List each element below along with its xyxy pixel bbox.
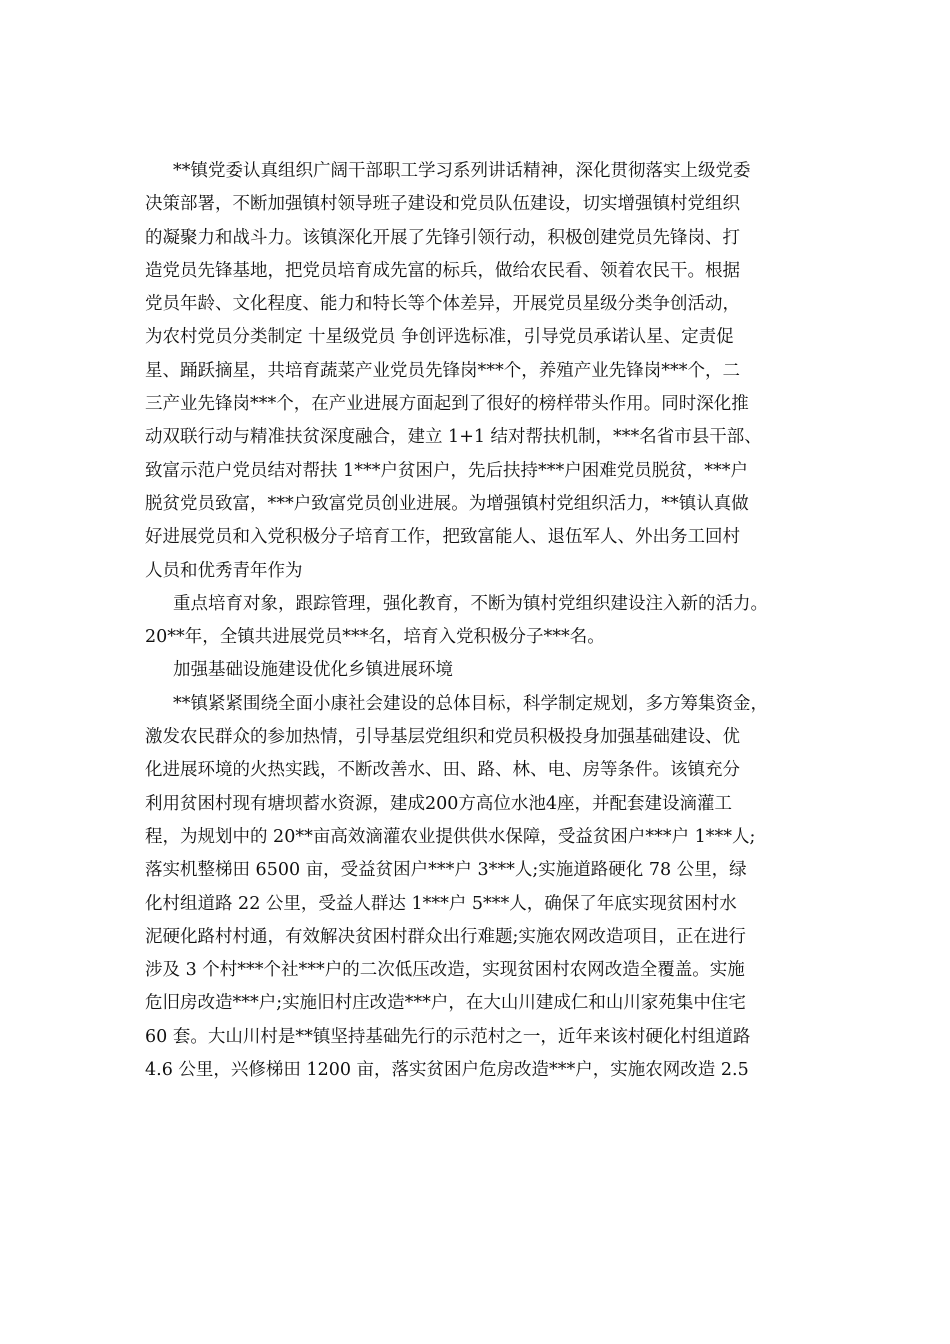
- text-line: 为农村党员分类制定 十星级党员 争创评选标准，引导党员承诺认星、定责促: [145, 327, 734, 348]
- text-line: 造党员先锋基地，把党员培育成先富的标兵，做给农民看、领着农民干。根据: [145, 260, 740, 281]
- text-line: 人员和优秀青年作为: [145, 560, 303, 581]
- text-line: 20**年，全镇共进展党员***名，培育入党积极分子***名。: [145, 627, 605, 648]
- text-line: 决策部署，不断加强镇村领导班子建设和党员队伍建设，切实增强镇村党组织: [145, 194, 740, 215]
- text-line: **镇紧紧围绕全面小康社会建设的总体目标，科学制定规划，多方筹集资金，: [173, 693, 768, 714]
- text-line: 4.6 公里，兴修梯田 1200 亩，落实贫困户危房改造***户，实施农网改造 2.5: [145, 1060, 749, 1081]
- text-line: 程，为规划中的 20**亩高效滴灌农业提供供水保障，受益贫困户***户 1***人;: [145, 826, 756, 847]
- text-line: 星、踊跃摘星，共培育蔬菜产业党员先锋岗***个，养殖产业先锋岗***个，二: [145, 360, 740, 381]
- text-line: 危旧房改造***户;实施旧村庄改造***户，在大山川建成仁和山川家苑集中住宅: [145, 993, 746, 1014]
- text-line: 60 套。大山川村是**镇坚持基础先行的示范村之一，近年来该村硬化村组道路: [145, 1026, 751, 1047]
- text-line: 利用贫困村现有塘坝蓄水资源，建成200方高位水池4座，并配套建设滴灌工: [145, 793, 733, 814]
- text-line: 重点培育对象，跟踪管理，强化教育，不断为镇村党组织建设注入新的活力。: [173, 593, 768, 614]
- text-line: 三产业先锋岗***个，在产业进展方面起到了很好的榜样带头作用。同时深化推: [145, 394, 749, 415]
- text-line: 动双联行动与精准扶贫深度融合，建立 1+1 结对帮扶机制，***名省市县干部、: [145, 427, 762, 448]
- text-line: 涉及 3 个村***个社***户的二次低压改造，实现贫困村农网改造全覆盖。实施: [145, 960, 745, 981]
- text-line: 落实机整梯田 6500 亩，受益贫困户***户 3***人;实施道路硬化 78 公里，绿: [145, 860, 747, 881]
- text-line: 致富示范户党员结对帮扶 1***户贫困户，先后扶持***户困难党员脱贫，***户: [145, 460, 748, 481]
- text-line: 的凝聚力和战斗力。该镇深化开展了先锋引领行动，积极创建党员先锋岗、打: [145, 227, 740, 248]
- text-line: 化村组道路 22 公里，受益人群达 1***户 5***人，确保了年底实现贫困村水: [145, 893, 737, 914]
- document-body: [145, 155, 825, 1087]
- text-line: **镇党委认真组织广阔干部职工学习系列讲话精神，深化贯彻落实上级党委: [173, 161, 751, 181]
- text-line: 化进展环境的火热实践，不断改善水、田、路、林、电、房等条件。该镇充分: [145, 760, 740, 781]
- text-line: 泥硬化路村村通，有效解决贫困村群众出行难题;实施农网改造项目，正在进行: [145, 926, 746, 947]
- text-line: 好进展党员和入党积极分子培育工作，把致富能人、退伍军人、外出务工回村: [145, 527, 740, 548]
- text-line: 激发农民群众的参加热情，引导基层党组织和党员积极投身加强基础建设、优: [145, 727, 740, 748]
- text-line: 脱贫党员致富，***户致富党员创业进展。为增强镇村党组织活力，**镇认真做: [145, 493, 749, 514]
- text-line: 加强基础设施建设优化乡镇进展环境: [173, 660, 453, 681]
- text-line: 党员年龄、文化程度、能力和特长等个体差异，开展党员星级分类争创活动，: [145, 294, 740, 315]
